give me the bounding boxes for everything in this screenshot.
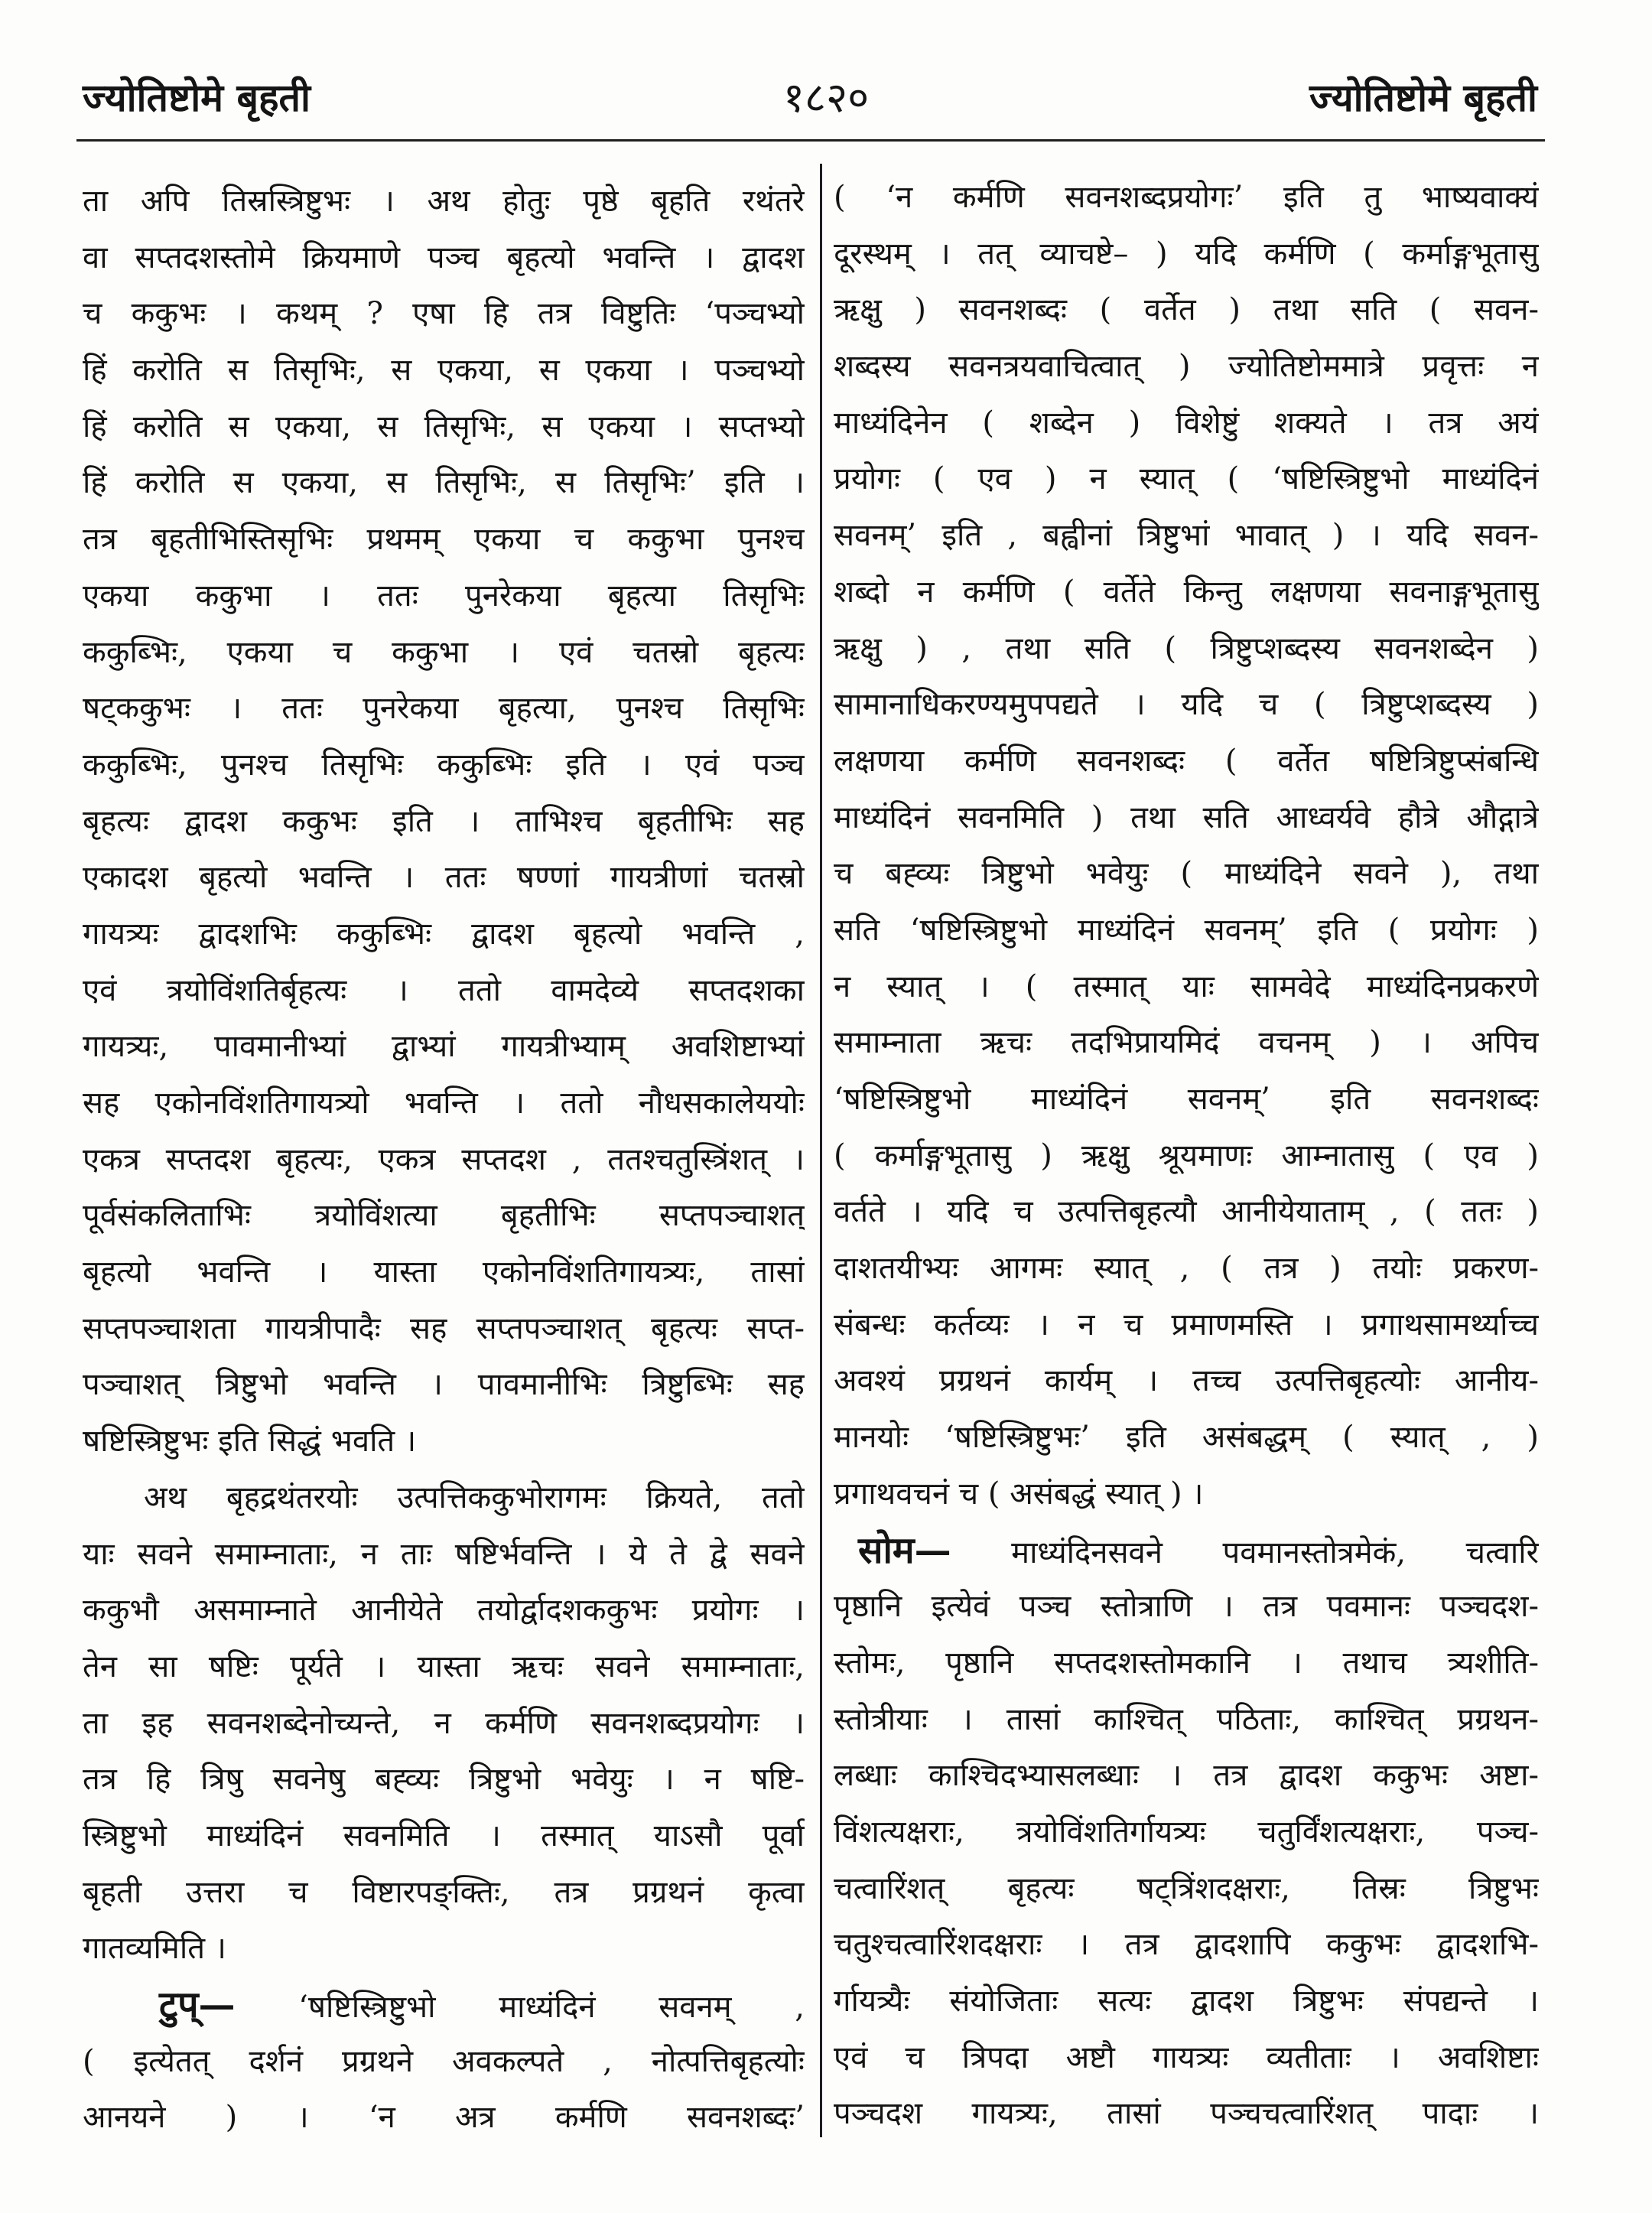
left-column-line: सह एकोनविंशतिगायत्र्यो भवन्ति । ततो नौधसकालेययोः — [83, 1085, 805, 1121]
right-column-line — [834, 1523, 1539, 1580]
right-column-line: सामानाधिकरण्यमुपपद्यते । यदि च ( त्रिष्टुप्शब्दस्य ) — [834, 687, 1539, 723]
line-text: ‘षष्टिस्त्रिष्टुभो माध्यंदिनं सवनम् , — [298, 1990, 805, 2025]
left-column-line: एकया ककुभा । ततः पुनरेकया बृहत्या तिसृभिः — [83, 578, 805, 613]
right-column-line: स्तोत्रीयाः । तासां काश्चित् पठिताः, काश्चित् प्रग्रथन- — [834, 1701, 1539, 1737]
right-column-line: लब्धाः काश्चिदभ्यासलब्धाः । तत्र द्वादश ककुभः अष्टा- — [834, 1758, 1539, 1794]
left-column-line: सप्तपञ्चाशता गायत्रीपादैः सह सप्तपञ्चाशत् बृहत्यः सप्त- — [83, 1310, 805, 1346]
left-column-line: आनयने ) । ‘न अत्र कर्मणि सवनशब्दः’ — [83, 2100, 805, 2136]
headword: टुप्— — [159, 1984, 236, 2026]
right-column-line: ‘षष्टिस्त्रिष्टुभो माध्यंदिनं सवनम्’ इति सवनशब्दः — [834, 1082, 1539, 1117]
left-column-line: अथ बृहद्रथंतरयोः उत्पत्तिककुभोरागमः क्रियते, ततो — [144, 1479, 805, 1515]
header-rule — [76, 139, 1545, 142]
left-column-line: ककुब्भिः, एकया च ककुभा । एवं चतस्रो बृहत्यः — [83, 634, 805, 670]
left-column-line: एकादश बृहत्यो भवन्ति । ततः षण्णां गायत्रीणां चतस्रो — [83, 860, 805, 896]
headword: सोम— — [858, 1528, 951, 1572]
left-column-line: बृहत्यः द्वादश ककुभः इति । ताभिश्च बृहतीभिः सह — [83, 803, 805, 839]
left-column-line: षष्टिस्त्रिष्टुभः इति सिद्धं भवति । — [83, 1424, 417, 1460]
right-column-line: ( कर्माङ्गभूतासु ) ऋक्षु श्रूयमाणः आम्नातासु ( एव ) — [834, 1137, 1539, 1173]
page-number: १८२० — [782, 73, 870, 122]
left-column-line: बृहत्यो भवन्ति । यास्ता एकोनविंशतिगायत्र्यः, तासां — [83, 1255, 805, 1290]
right-column-line: दूरस्थम् । तत् व्याचष्टे– ) यदि कर्मणि ( कर्माङ्गभूतासु — [834, 236, 1539, 272]
right-column-line: सवनम्’ इति , बह्वीनां त्रिष्टुभां भावात् ) । यदि सवन- — [834, 518, 1539, 554]
right-column-line: प्रगाथवचनं च ( असंबद्धं स्यात् ) । — [834, 1476, 1204, 1512]
running-head-right: ज्योतिष्टोमे बृहती — [1309, 75, 1537, 120]
left-column-line: ककुब्भिः, पुनश्च तिसृभिः ककुब्भिः इति । एवं पञ्च — [83, 747, 805, 783]
right-column-line: वर्तते । यदि च उत्पत्तिबृहत्यौ आनीयेयाताम् , ( ततः ) — [834, 1194, 1539, 1230]
right-column-line: र्गायत्र्यैः संयोजिताः सत्यः द्वादश त्रिष्टुभः संपद्यन्ते । — [834, 1984, 1539, 2019]
left-column-line: षट्ककुभः । ततः पुनरेकया बृहत्या, पुनश्च तिसृभिः — [83, 691, 805, 727]
right-column-line: दाशतयीभ्यः आगमः स्यात् , ( तत्र ) तयोः प्रकरण- — [834, 1251, 1539, 1287]
left-column-line: हिं करोति स तिसृभिः, स एकया, स एकया । पञ्चभ्यो — [83, 353, 805, 389]
right-column-line: पञ्चदश गायत्र्यः, तासां पञ्चचत्वारिंशत् पादाः । — [834, 2096, 1539, 2132]
column-divider — [820, 164, 822, 2137]
right-column-line: पृष्ठानि इत्येवं पञ्च स्तोत्राणि । तत्र पवमानः पञ्चदश- — [834, 1589, 1539, 1625]
left-column-line: ता अपि तिस्रस्त्रिष्टुभः । अथ होतुः पृष्ठे बृहति रथंतरे — [83, 184, 805, 219]
right-column-line: ऋक्षु ) सवनशब्दः ( वर्तेत ) तथा सति ( सवन- — [834, 292, 1539, 328]
right-column-line: ऋक्षु ) , तथा सति ( त्रिष्टुप्शब्दस्य सवनशब्देन ) — [834, 630, 1539, 666]
right-column-line: चतुश्चत्वारिंशदक्षराः । तत्र द्वादशापि ककुभः द्वादशभि- — [834, 1927, 1539, 1963]
left-column — [83, 174, 805, 2146]
left-column-line: गातव्यमिति । — [83, 1931, 226, 1967]
right-column-line: ( ‘न कर्मणि सवनशब्दप्रयोगः’ इति तु भाष्यवाक्यं — [834, 180, 1539, 215]
right-column-line: सति ‘षष्टिस्त्रिष्टुभो माध्यंदिनं सवनम्’ इति ( प्रयोगः ) — [834, 912, 1539, 948]
left-column-line: वा सप्तदशस्तोमे क्रियमाणे पञ्च बृहत्यो भवन्ति । द्वादश — [83, 239, 805, 275]
right-column-line: मानयोः ‘षष्टिस्त्रिष्टुभः’ इति असंबद्धम् ( स्यात् , ) — [834, 1420, 1539, 1456]
left-column-line: एकत्र सप्तदश बृहत्यः, एकत्र सप्तदश , ततश्चतुस्त्रिंशत् । — [83, 1141, 805, 1177]
left-column-line: पञ्चाशत् त्रिष्टुभो भवन्ति । पावमानीभिः त्रिष्टुब्भिः सह — [83, 1367, 805, 1403]
right-column-line: अवश्यं प्रग्रथनं कार्यम् । तच्च उत्पत्तिबृहत्योः आनीय- — [834, 1363, 1539, 1399]
right-column-line: चत्वारिंशत् बृहत्यः षट्त्रिंशदक्षराः, तिस्रः त्रिष्टुभः — [834, 1870, 1539, 1906]
left-column-line: एवं त्रयोविंशतिर्बृहत्यः । ततो वामदेव्ये सप्तदशका — [83, 972, 805, 1008]
left-column-line: याः सवने समाम्नाताः, न ताः षष्टिर्भवन्ति । ये ते द्वे सवने — [83, 1536, 805, 1572]
left-column-line: पूर्वसंकलिताभिः त्रयोविंशत्या बृहतीभिः सप्तपञ्चाशत् — [83, 1198, 805, 1234]
left-column-line: ककुभौ असमाम्नाते आनीयेते तयोर्द्वादशककुभः प्रयोगः । — [83, 1593, 805, 1629]
left-column-line: तत्र हि त्रिषु सवनेषु बह्व्यः त्रिष्टुभो भवेयुः । न षष्टि- — [83, 1762, 805, 1798]
left-column-line: तेन सा षष्टिः पूर्यते । यास्ता ऋचः सवने समाम्नाताः, — [83, 1648, 805, 1684]
left-column-line: च ककुभः । कथम् ? एषा हि तत्र विष्टुतिः ‘पञ्चभ्यो — [83, 296, 805, 332]
left-column-line — [83, 1977, 805, 2034]
right-column-line: माध्यंदिनं सवनमिति ) तथा सति आध्वर्यवे हौत्रे औद्गात्रे — [834, 799, 1539, 835]
right-column-line: विंशत्यक्षराः, त्रयोविंशतिर्गायत्र्यः चतुर्विंशत्यक्षराः, पञ्च- — [834, 1814, 1539, 1850]
right-column-line: च बह्व्यः त्रिष्टुभो भवेयुः ( माध्यंदिने सवने ), तथा — [834, 856, 1539, 892]
right-column — [834, 170, 1539, 2143]
right-column-line: एवं च त्रिपदा अष्टौ गायत्र्यः व्यतीताः । अवशिष्टाः — [834, 2039, 1539, 2075]
right-column-line: संबन्धः कर्तव्यः । न च प्रमाणमस्ति । प्रगाथसामर्थ्याच्च — [834, 1307, 1539, 1342]
right-column-line: माध्यंदिनेन ( शब्देन ) विशेष्टुं शक्यते । तत्र अयं — [834, 405, 1539, 441]
left-column-line: हिं करोति स एकया, स तिसृभिः, स एकया । सप्तभ्यो — [83, 408, 805, 444]
right-column-line: लक्षणया कर्मणि सवनशब्दः ( वर्तेत षष्टित्रिष्टुप्संबन्धि — [834, 743, 1539, 779]
left-column-line: तत्र बृहतीभिस्तिसृभिः प्रथमम् एकया च ककुभा पुनश्च — [83, 522, 805, 558]
left-column-line: गायत्र्यः, पावमानीभ्यां द्वाभ्यां गायत्रीभ्याम् अवशिष्टाभ्यां — [83, 1029, 805, 1065]
right-column-line: प्रयोगः ( एव ) न स्यात् ( ‘षष्टिस्त्रिष्टुभो माध्यंदिनं — [834, 461, 1539, 497]
right-column-line: शब्दो न कर्मणि ( वर्तेते किन्तु लक्षणया सवनाङ्गभूतासु — [834, 574, 1539, 610]
left-column-line: ( इत्येतत् दर्शनं प्रग्रथने अवकल्पते , नोत्पत्तिबृहत्योः — [83, 2043, 805, 2079]
right-column-line: शब्दस्य सवनत्रयवाचित्वात् ) ज्योतिष्टोममात्रे प्रवृत्तः न — [834, 349, 1539, 385]
right-column-line: समाम्नाता ऋचः तदभिप्रायमिदं वचनम् ) । अपिच — [834, 1025, 1539, 1061]
left-column-line: ता इह सवनशब्देनोच्यन्ते, न कर्मणि सवनशब्दप्रयोगः । — [83, 1705, 805, 1741]
line-text: माध्यंदिनसवने पवमानस्तोत्रमेकं, चत्वारि — [1011, 1534, 1539, 1570]
right-column-line: स्तोमः, पृष्ठानि सप्तदशस्तोमकानि । तथाच त्र्यशीति- — [834, 1645, 1539, 1681]
left-column-line: स्त्रिष्टुभो माध्यंदिनं सवनमिति । तस्मात् याऽसौ पूर्वा — [83, 1818, 805, 1853]
left-column-line: हिं करोति स एकया, स तिसृभिः, स तिसृभिः’ इति । — [83, 465, 805, 501]
right-column-line: न स्यात् । ( तस्मात् याः सामवेदे माध्यंदिनप्रकरणे — [834, 968, 1539, 1004]
left-column-line: बृहती उत्तरा च विष्टारपङ्क्तिः, तत्र प्रग्रथनं कृत्वा — [83, 1874, 805, 1910]
left-column-line: गायत्र्यः द्वादशभिः ककुब्भिः द्वादश बृहत्यो भवन्ति , — [83, 916, 805, 952]
running-head-left: ज्योतिष्टोमे बृहती — [83, 75, 311, 120]
